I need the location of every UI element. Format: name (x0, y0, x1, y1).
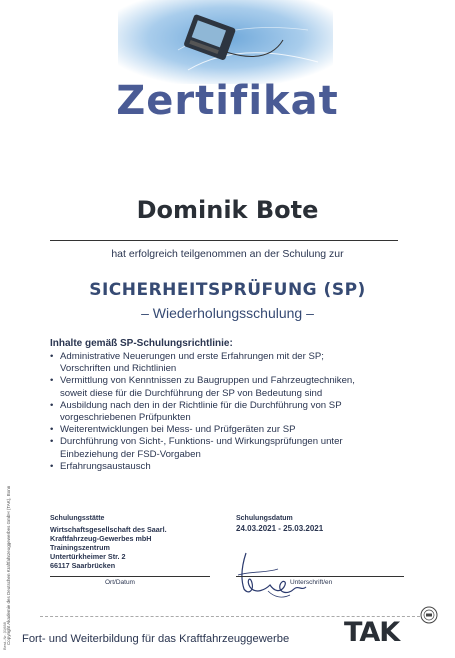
participation-text: hat erfolgreich teilgenommen an der Schulung zur (111, 248, 344, 260)
content-list (50, 351, 410, 473)
signature-caption: Unterschrift/en (290, 579, 333, 586)
training-dates: 24.03.2021 - 25.03.2021 (236, 524, 324, 533)
location-date-caption: Ort/Datum (105, 579, 135, 586)
venue-line: Wirtschaftsgesellschaft des Saarl. (50, 525, 167, 534)
location-date-line (50, 576, 210, 577)
handwritten-signature (232, 545, 322, 600)
list-item: • Erfahrungsaustausch (50, 461, 410, 473)
dates-label: Schulungsdatum (236, 515, 293, 522)
content-heading: Inhalte gemäß SP-Schulungsrichtlinie: (50, 338, 233, 349)
tak-logo: TAK (344, 617, 400, 648)
venue-label: Schulungsstätte (50, 515, 105, 522)
copyright-note: Copyright Akademie des Deutschen Kraftfahrzeuggewerbes GmbH (TAK), Bonn (6, 485, 11, 645)
certificate-title: Zertifikat (116, 78, 339, 124)
course-subtitle: – Wiederholungsschulung – (141, 305, 314, 321)
venue-line: Kraftfahrzeug-Gewerbes mbH (50, 534, 152, 543)
recipient-name: Dominik Bote (136, 196, 319, 224)
footer-tagline: Fort- und Weiterbildung für das Kraftfahrzeuggewerbe (22, 633, 290, 645)
list-item: • Weiterentwicklungen bei Mess- und Prüfgeräten zur SP (50, 424, 410, 436)
list-item: • Administrative Neuerungen und erste Erfahrungen mit der SP; Vorschriften und Richtlinien (50, 351, 410, 375)
header-device-illustration (118, 0, 333, 84)
name-underline (50, 240, 398, 241)
signature-line (236, 576, 404, 577)
venue-line: 66117 Saarbrücken (50, 561, 116, 570)
list-item: • Vermittlung von Kenntnissen zu Baugruppen und Fahrzeugtechniken, soweit diese für die Durchführung der SP von Bedeutung sind (50, 375, 410, 399)
course-title: SICHERHEITSPRÜFUNG (SP) (89, 280, 366, 300)
order-number-note: Best.-Nr. 31688 (2, 622, 7, 650)
list-item: • Durchführung von Sicht-, Funktions- und Wirkungsprüfungen unter Einbeziehung der FSD-Vorgaben (50, 436, 410, 460)
list-item: • Ausbildung nach den in der Richtlinie für die Durchführung von SP vorgeschriebenen Prüfpunkten (50, 400, 410, 424)
venue-line: Trainingszentrum (50, 543, 110, 552)
venue-address (50, 525, 230, 570)
venue-line: Untertürkheimer Str. 2 (50, 552, 126, 561)
seal-icon (420, 606, 438, 624)
